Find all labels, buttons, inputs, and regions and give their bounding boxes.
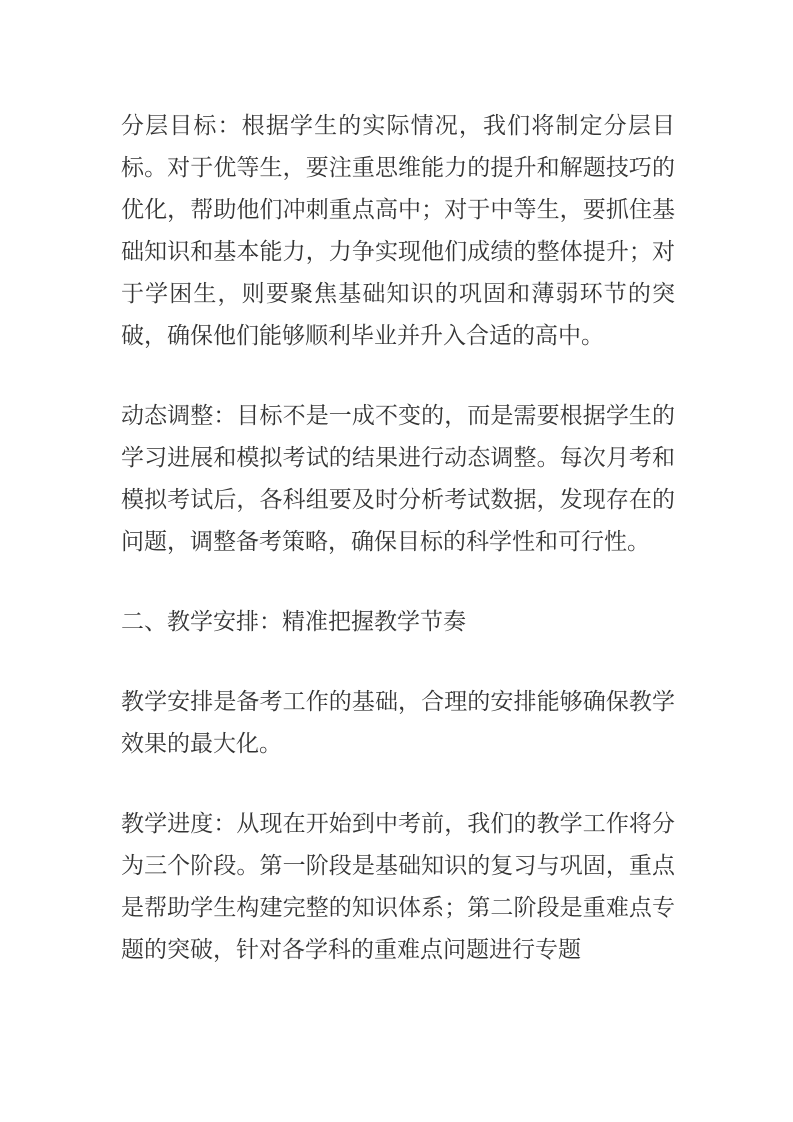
paragraph-teaching-progress: 教学进度：从现在开始到中考前，我们的教学工作将分为三个阶段。第一阶段是基础知识的复习与巩固，重点是帮助学生构建完整的知识体系；第二阶段是重难点专题的突破，针对各学科的重难点问题进行专题: [121, 810, 675, 962]
paragraph-teaching-arrangement-intro: 教学安排是备考工作的基础，合理的安排能够确保教学效果的最大化。: [121, 688, 675, 756]
paragraph-dynamic-adjustment: 动态调整：目标不是一成不变的，而是需要根据学生的学习进展和模拟考试的结果进行动态调整。每次月考和模拟考试后，各科组要及时分析考试数据，发现存在的问题，调整备考策略，确保目标的科学性和可行性。: [121, 402, 675, 554]
paragraph-layered-goals: 分层目标：根据学生的实际情况，我们将制定分层目标。对于优等生，要注重思维能力的提升和解题技巧的优化，帮助他们冲刺重点高中；对于中等生，要抓住基础知识和基本能力，力争实现他们成绩的整体提升；对于学困生，则要聚焦基础知识的巩固和薄弱环节的突破，确保他们能够顺利毕业并升入合适的高中。: [121, 112, 675, 348]
section-heading-teaching-arrangement: 二、教学安排：精准把握教学节奏: [121, 608, 466, 634]
